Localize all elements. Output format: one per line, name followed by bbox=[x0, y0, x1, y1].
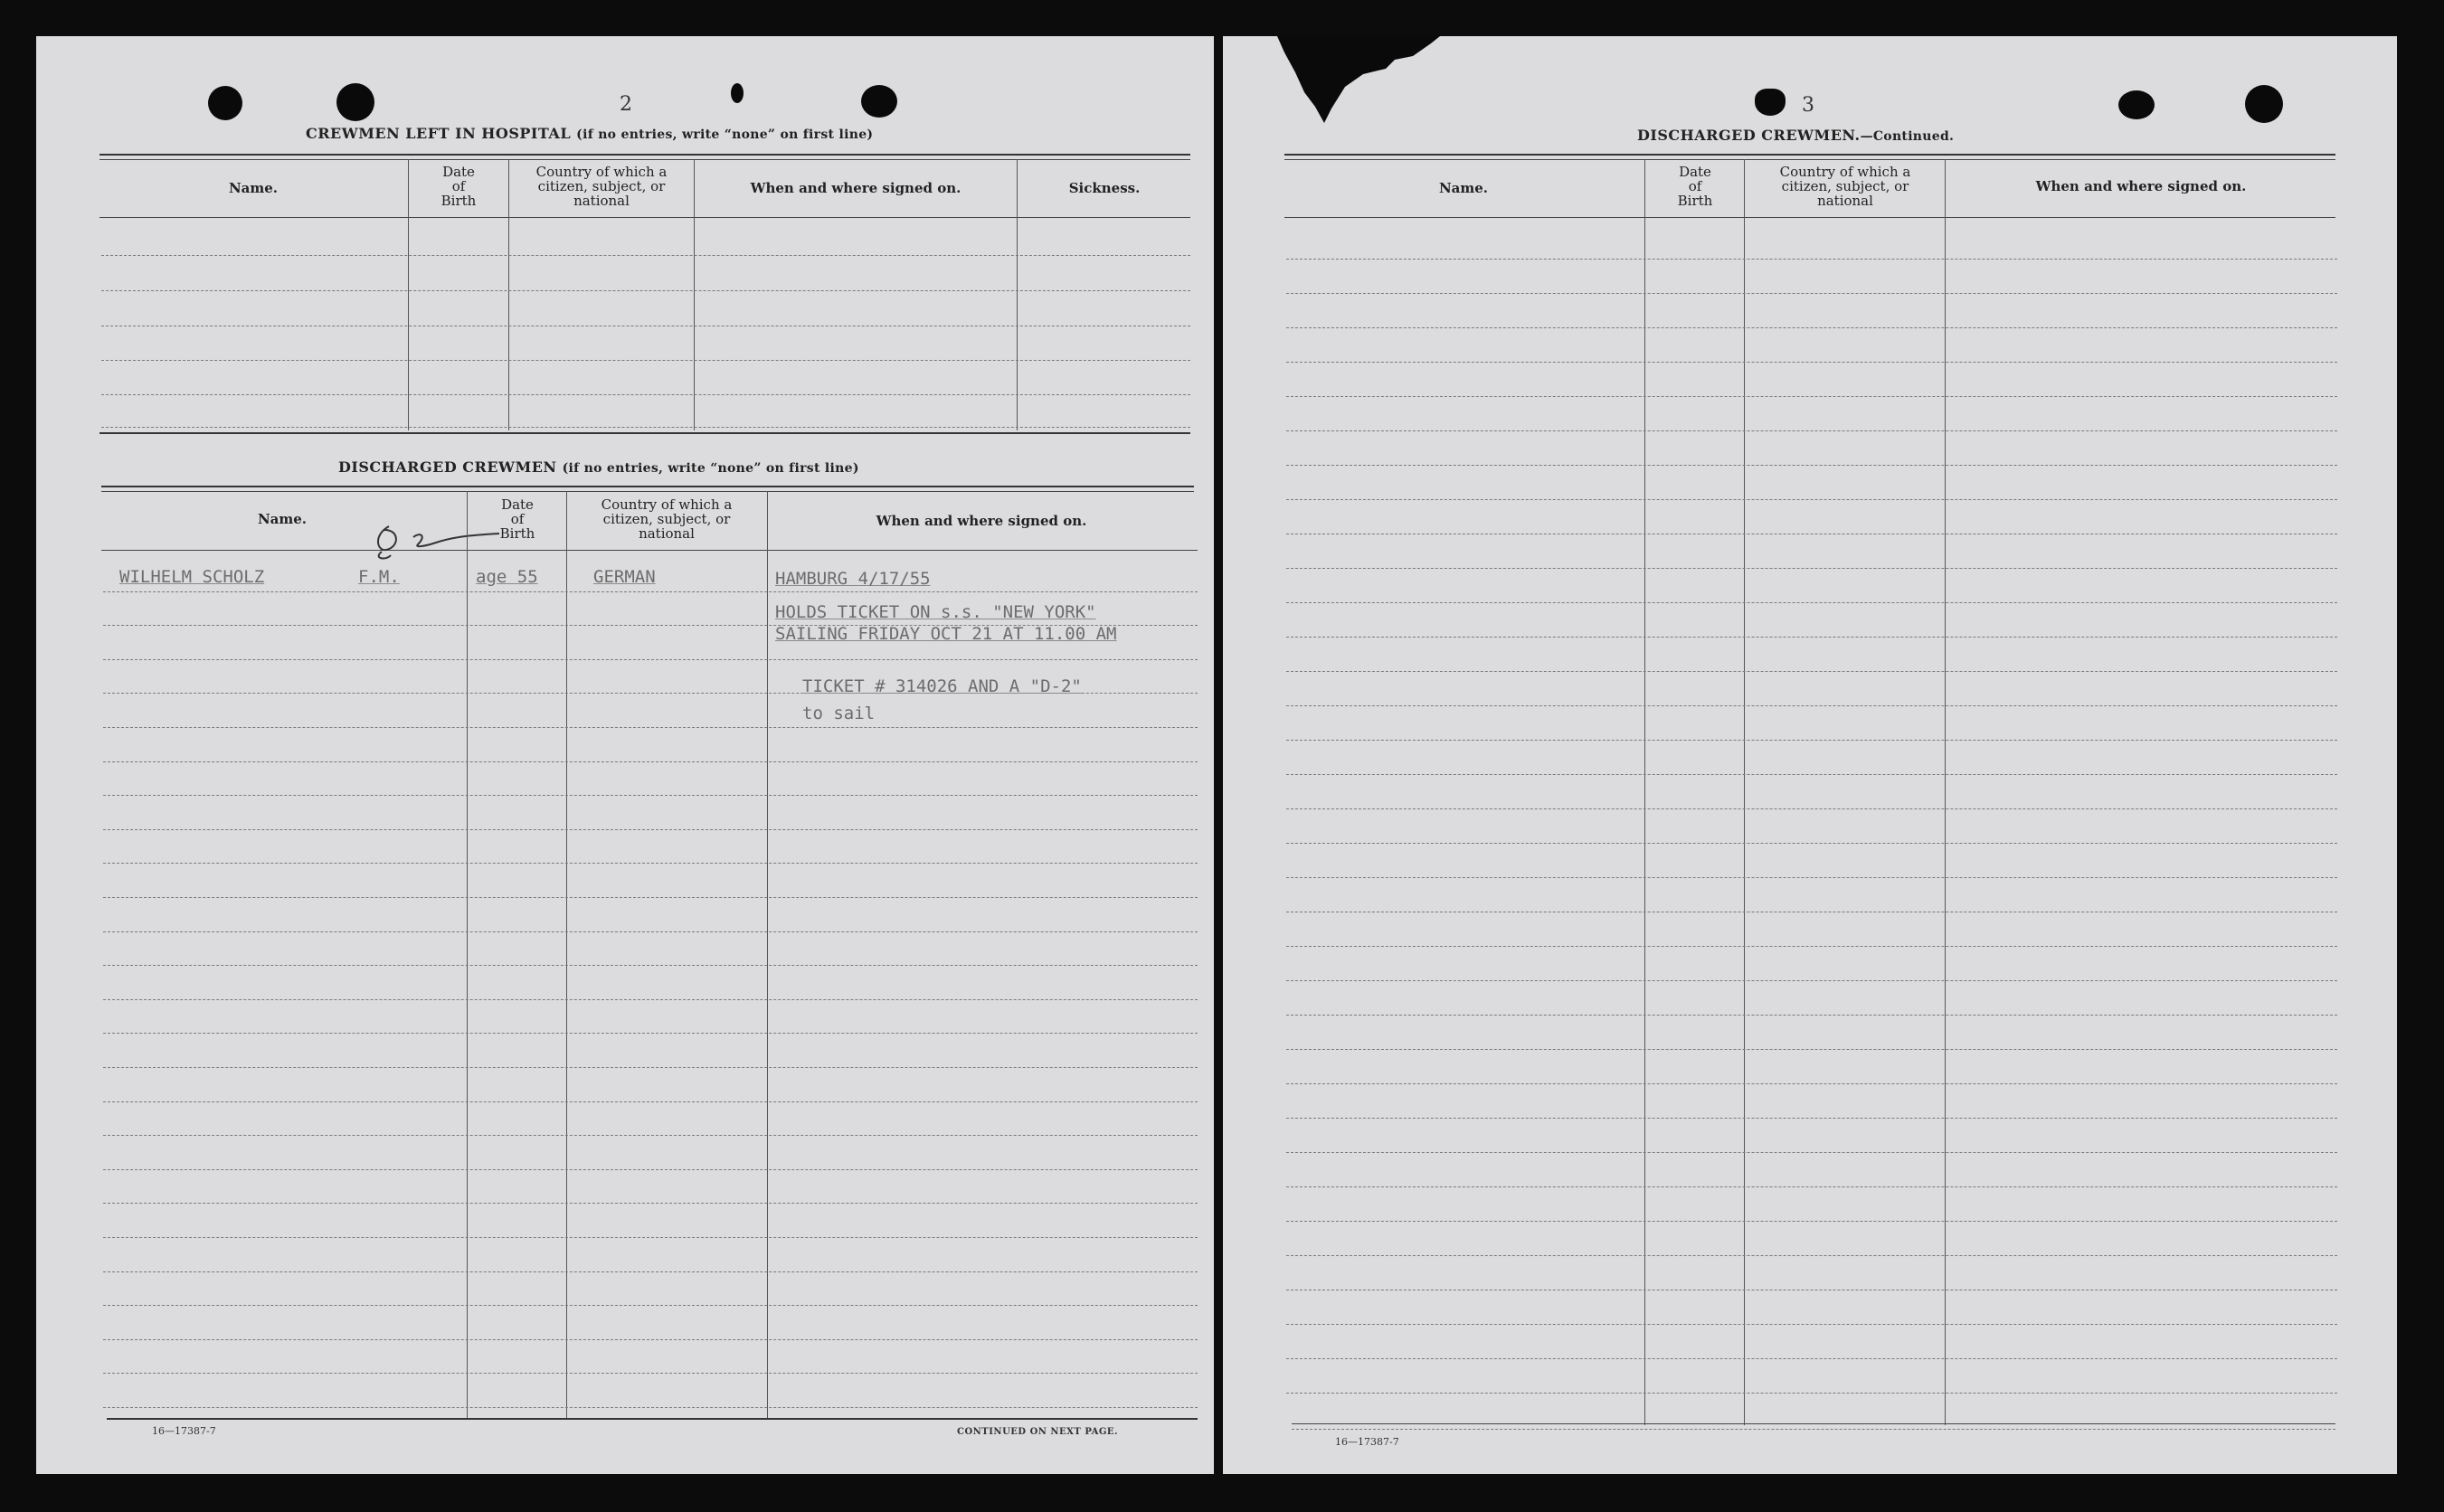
crewman-rank: F.M. bbox=[358, 567, 400, 587]
rule bbox=[107, 1418, 1198, 1420]
form-number: 16—17387-7 bbox=[1335, 1436, 1399, 1448]
entry-line bbox=[101, 255, 1190, 256]
entry-line bbox=[1286, 1083, 2337, 1084]
crewman-age: age 55 bbox=[476, 567, 538, 587]
form-number: 16—17387-7 bbox=[152, 1425, 216, 1437]
entry-line bbox=[103, 829, 1198, 830]
entry-line bbox=[103, 1305, 1198, 1306]
col-header-name: Name. bbox=[1438, 180, 1489, 196]
entry-line bbox=[1286, 1049, 2337, 1050]
entry-line bbox=[103, 1407, 1198, 1408]
entry-line bbox=[1286, 808, 2337, 809]
entry-line bbox=[103, 965, 1198, 966]
handwritten-mark bbox=[346, 515, 508, 570]
crewman-country: GERMAN bbox=[593, 567, 656, 587]
entry-line bbox=[103, 1373, 1198, 1374]
col-header-date-of-birth: Date of Birth bbox=[440, 164, 477, 209]
punch-hole bbox=[2245, 85, 2283, 123]
entry-line bbox=[103, 1169, 1198, 1170]
entry-line bbox=[1286, 1015, 2337, 1016]
punch-hole bbox=[1755, 89, 1786, 116]
column-divider bbox=[1644, 159, 1645, 1425]
discharge-note: SAILING FRIDAY OCT 21 AT 11.00 AM bbox=[775, 624, 1117, 644]
entry-line bbox=[1286, 1393, 2337, 1394]
entry-line bbox=[103, 727, 1198, 728]
col-header-sickness: Sickness. bbox=[1068, 180, 1141, 196]
entry-line bbox=[1286, 637, 2337, 638]
entry-line bbox=[1286, 877, 2337, 878]
crewman-name: WILHELM SCHOLZ bbox=[119, 567, 265, 587]
entry-line bbox=[103, 1271, 1198, 1272]
discharged-continued-title: DISCHARGED CREWMEN.—Continued. bbox=[1637, 127, 1955, 144]
entry-line bbox=[103, 897, 1198, 898]
entry-line bbox=[103, 761, 1198, 762]
punch-hole bbox=[336, 83, 374, 121]
rule bbox=[99, 432, 1190, 434]
col-header-country: Country of which a citizen, subject, or national bbox=[535, 164, 668, 209]
entry-line bbox=[1286, 602, 2337, 603]
entry-line bbox=[101, 394, 1190, 395]
entry-line bbox=[1286, 327, 2337, 328]
entry-line bbox=[103, 659, 1198, 660]
rule bbox=[101, 486, 1194, 487]
entry-line bbox=[103, 1237, 1198, 1238]
entry-line bbox=[101, 290, 1190, 291]
rule bbox=[99, 154, 1190, 156]
entry-line bbox=[1286, 946, 2337, 947]
entry-line bbox=[1286, 259, 2337, 260]
entry-line bbox=[103, 1033, 1198, 1034]
col-header-name: Name. bbox=[257, 511, 308, 527]
column-divider bbox=[566, 491, 567, 1418]
column-divider bbox=[467, 491, 468, 1418]
entry-line bbox=[1286, 1255, 2337, 1256]
rule bbox=[1292, 1423, 2335, 1424]
entry-line bbox=[1286, 1221, 2337, 1222]
page-number: 2 bbox=[620, 93, 632, 116]
rule bbox=[101, 491, 1194, 492]
col-header-country: Country of which a citizen, subject, or national bbox=[1779, 164, 1911, 209]
entry-line bbox=[1286, 1152, 2337, 1153]
entry-line bbox=[103, 1203, 1198, 1204]
col-header-date-of-birth: Date of Birth bbox=[1677, 164, 1713, 209]
entry-line bbox=[1286, 740, 2337, 741]
discharge-note: HOLDS TICKET ON s.s. "NEW YORK" bbox=[775, 602, 1096, 622]
column-divider bbox=[1017, 159, 1018, 430]
discharge-note: to sail bbox=[802, 704, 876, 723]
entry-line bbox=[103, 1067, 1198, 1068]
entry-line bbox=[1286, 430, 2337, 431]
entry-line bbox=[1286, 465, 2337, 466]
entry-line bbox=[1286, 1358, 2337, 1359]
col-header-when-where: When and where signed on. bbox=[2035, 178, 2247, 194]
entry-line bbox=[1286, 362, 2337, 363]
entry-line bbox=[1286, 568, 2337, 569]
entry-line bbox=[1286, 396, 2337, 397]
entry-line bbox=[103, 591, 1198, 592]
entry-line bbox=[103, 931, 1198, 932]
col-header-country: Country of which a citizen, subject, or national bbox=[601, 496, 733, 542]
entry-line bbox=[101, 360, 1190, 361]
entry-line bbox=[1286, 1186, 2337, 1187]
entry-line bbox=[1286, 980, 2337, 981]
right-page bbox=[1223, 36, 2397, 1474]
hospital-section-title: CREWMEN LEFT IN HOSPITAL (if no entries, write “none” on first line) bbox=[306, 125, 874, 142]
entry-line bbox=[101, 427, 1190, 428]
col-header-date-of-birth: Date of Birth bbox=[499, 496, 535, 542]
discharged-section-title: DISCHARGED CREWMEN (if no entries, write “none” on first line) bbox=[338, 458, 859, 476]
entry-line bbox=[103, 1339, 1198, 1340]
column-divider bbox=[767, 491, 768, 1418]
rule bbox=[101, 550, 1198, 551]
col-header-name: Name. bbox=[228, 180, 279, 196]
entry-line bbox=[103, 1135, 1198, 1136]
left-page bbox=[36, 36, 1214, 1474]
entry-line bbox=[1292, 1429, 2335, 1430]
entry-line bbox=[1286, 293, 2337, 294]
punch-hole bbox=[861, 85, 897, 118]
punch-hole bbox=[731, 83, 744, 103]
rule bbox=[99, 159, 1190, 160]
torn-corner bbox=[1277, 36, 1440, 127]
rule bbox=[1284, 217, 2335, 218]
column-divider bbox=[1945, 159, 1946, 1425]
entry-line bbox=[1286, 705, 2337, 706]
column-divider bbox=[694, 159, 695, 430]
punch-hole bbox=[2118, 90, 2155, 119]
entry-line bbox=[1286, 499, 2337, 500]
column-divider bbox=[1744, 159, 1745, 1425]
rule bbox=[1284, 154, 2335, 156]
continued-note: CONTINUED ON NEXT PAGE. bbox=[957, 1427, 1119, 1437]
punch-hole bbox=[208, 86, 242, 120]
entry-line bbox=[1286, 1118, 2337, 1119]
col-header-when-where: When and where signed on. bbox=[876, 513, 1087, 529]
entry-line bbox=[1286, 1324, 2337, 1325]
signed-on-place-date: HAMBURG 4/17/55 bbox=[775, 569, 931, 589]
entry-line bbox=[103, 999, 1198, 1000]
entry-line bbox=[1286, 843, 2337, 844]
entry-line bbox=[103, 795, 1198, 796]
column-divider bbox=[508, 159, 509, 430]
rule bbox=[1284, 159, 2335, 160]
page-number: 3 bbox=[1802, 94, 1814, 117]
rule bbox=[99, 217, 1190, 218]
col-header-when-where: When and where signed on. bbox=[750, 180, 961, 196]
column-divider bbox=[408, 159, 409, 430]
entry-line bbox=[1286, 671, 2337, 672]
entry-line bbox=[103, 1101, 1198, 1102]
entry-line bbox=[1286, 774, 2337, 775]
discharge-note: TICKET # 314026 AND A "D-2" bbox=[802, 676, 1082, 696]
entry-line bbox=[103, 863, 1198, 864]
